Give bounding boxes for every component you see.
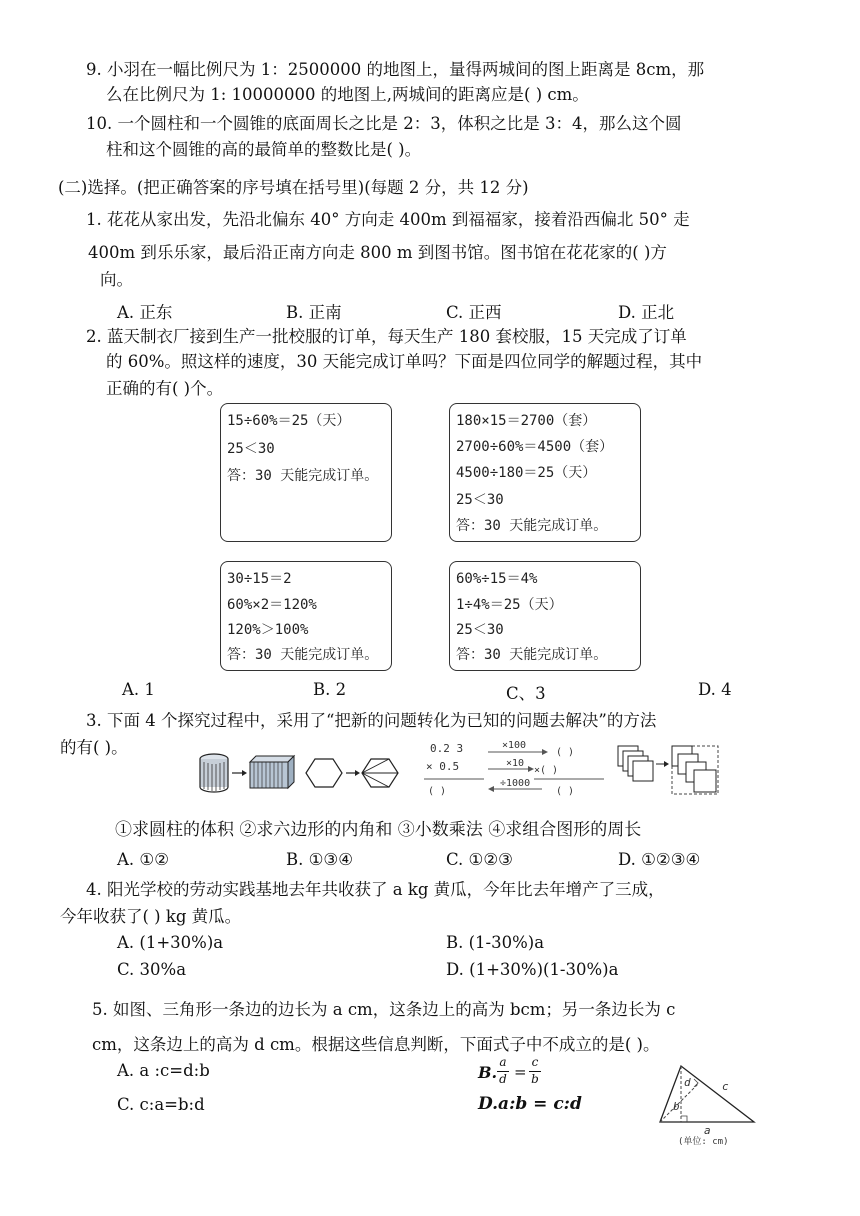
solution-box-3-line: 120%＞100% xyxy=(227,622,309,638)
equals-sign: = xyxy=(514,1063,527,1081)
label-c: c xyxy=(722,1080,729,1093)
solution-box-1-line: 25＜30 xyxy=(227,441,275,457)
question-2-option-d: D. 4 xyxy=(698,680,732,699)
result-paren-2: ×( ) xyxy=(534,765,559,776)
fraction-numerator-a: a xyxy=(499,1055,507,1069)
question-1-line-1: 1. 花花从家出发，先沿北偏东 40° 方向走 400m 到福福家，接着沿西偏北 50° 走 xyxy=(86,210,690,229)
question-10-line-2: 柱和这个圆锥的高的最简单的整数比是( )。 xyxy=(106,140,422,159)
times-10-label: ×10 xyxy=(506,758,525,769)
question-3-option-c: C. ①②③ xyxy=(446,850,513,869)
question-2-line-1: 2. 蓝天制衣厂接到生产一批校服的订单，每天生产 180 套校服，15 天完成了订单 xyxy=(86,327,687,346)
question-4-line-2: 今年收获了( ) kg 黄瓜。 xyxy=(60,907,242,926)
solution-box-4-line: 60%÷15＝4% xyxy=(456,571,538,587)
divide-1000-label: ÷1000 xyxy=(500,778,531,789)
fraction-denominator-b: b xyxy=(531,1072,539,1086)
solution-box-1 xyxy=(220,403,392,542)
question-4-line-1: 4. 阳光学校的劳动实践基地去年共收获了 a kg 黄瓜，今年比去年增产了三成， xyxy=(86,880,665,899)
question-2-line-2: 的 60%。照这样的速度，30 天能完成订单吗？下面是四位同学的解题过程，其中 xyxy=(106,352,703,371)
question-1-line-2: 400m 到乐乐家，最后沿正南方向走 800 m 到图书馆。图书馆在花花家的( )方 xyxy=(88,243,667,262)
question-1-option-a: A. 正东 xyxy=(117,303,173,322)
solution-box-2-line: 25＜30 xyxy=(456,492,504,508)
question-2-option-c: C、3 xyxy=(506,684,546,703)
solution-box-3 xyxy=(220,561,392,671)
decimal-row-2: × 0.5 xyxy=(426,760,460,773)
question-5-option-d: D.a:b = c:d xyxy=(478,1094,582,1114)
question-5-option-c: C. c:a=b:d xyxy=(117,1095,205,1114)
question-2-line-3: 正确的有( )个。 xyxy=(106,379,224,398)
solution-box-1-line: 答：30 天能完成订单。 xyxy=(227,468,379,484)
composite-figure-perimeter xyxy=(616,742,726,802)
section-2-header: (二)选择。(把正确答案的序号填在括号里)(每题 2 分，共 12 分) xyxy=(58,178,529,197)
fraction-denominator-d: d xyxy=(499,1072,507,1086)
option-b-prefix: B. xyxy=(478,1063,498,1082)
question-5-line-2: cm，这条边上的高为 d cm。根据这些信息判断，下面式子中不成立的是( )。 xyxy=(92,1035,660,1054)
question-3-option-b: B. ①③④ xyxy=(286,850,353,869)
solution-box-2 xyxy=(449,403,641,542)
question-10-line-1: 10. 一个圆柱和一个圆锥的底面周长之比是 2：3，体积之比是 3：4，那么这个圆 xyxy=(86,114,682,133)
solution-box-3-line: 30÷15＝2 xyxy=(227,571,292,587)
unit-label: (单位: cm) xyxy=(678,1137,729,1146)
label-d: d xyxy=(684,1076,691,1089)
question-2-option-a: A. 1 xyxy=(122,680,155,699)
question-4-option-c: C. 30%a xyxy=(117,960,187,979)
decimal-product-paren: ( ) xyxy=(428,786,447,797)
solution-box-2-line: 180×15＝2700（套） xyxy=(456,413,597,429)
fraction-numerator-c: c xyxy=(531,1055,539,1069)
question-3-captions: ①求圆柱的体积 ②求六边形的内角和 ③小数乘法 ④求组合图形的周长 xyxy=(115,820,642,840)
solution-box-4 xyxy=(449,561,641,671)
question-3-line-1: 3. 下面 4 个探究过程中，采用了“把新的问题转化为已知的问题去解决”的方法 xyxy=(86,711,657,730)
question-4-option-a: A. (1+30%)a xyxy=(117,933,224,952)
solution-box-4-line: 1÷4%＝25（天） xyxy=(456,597,563,613)
question-1-option-d: D. 正北 xyxy=(618,303,675,322)
solution-box-1-line: 15÷60%＝25（天） xyxy=(227,413,351,429)
cylinder-transform-figure xyxy=(198,752,413,794)
question-3-option-d: D. ①②③④ xyxy=(618,850,701,869)
solution-box-2-line: 2700÷60%＝4500（套） xyxy=(456,439,614,455)
question-2-option-b: B. 2 xyxy=(313,680,347,699)
question-1-option-b: B. 正南 xyxy=(286,303,342,322)
result-paren-3: ( ) xyxy=(556,786,575,797)
triangle-figure xyxy=(646,1062,762,1146)
question-3-line-2: 的有( )。 xyxy=(60,738,128,757)
question-9-line-2: 么在比例尺为 1: 10000000 的地图上,两城间的距离应是( ) cm。 xyxy=(106,85,589,104)
question-5-option-a: A. a :c=d:b xyxy=(117,1061,210,1080)
times-100-label: ×100 xyxy=(502,740,527,751)
label-b: b xyxy=(673,1100,680,1113)
solution-box-2-line: 4500÷180＝25（天） xyxy=(456,465,597,481)
decimal-row-1: 0.2 3 xyxy=(430,742,464,755)
solution-box-4-line: 答：30 天能完成订单。 xyxy=(456,647,608,663)
solution-box-2-line: 答：30 天能完成订单。 xyxy=(456,518,608,534)
solution-box-4-line: 25＜30 xyxy=(456,622,504,638)
decimal-multiplication-figure xyxy=(424,738,614,798)
question-4-option-d: D. (1+30%)(1-30%)a xyxy=(446,960,619,979)
question-1-option-c: C. 正西 xyxy=(446,303,502,322)
question-5-line-1: 5. 如图、三角形一条边的边长为 a cm，这条边上的高为 bcm；另一条边长为 c xyxy=(92,1000,676,1019)
question-1-line-3: 向。 xyxy=(100,270,133,289)
question-9-line-1: 9. 小羽在一幅比例尺为 1：2500000 的地图上，量得两城间的图上距离是 8cm，那 xyxy=(86,60,705,79)
question-3-option-a: A. ①② xyxy=(117,850,169,869)
question-4-option-b: B. (1-30%)a xyxy=(446,933,545,952)
solution-box-3-line: 60%×2＝120% xyxy=(227,597,317,613)
solution-box-3-line: 答：30 天能完成订单。 xyxy=(227,647,379,663)
label-a: a xyxy=(704,1124,711,1137)
result-paren-1: ( ) xyxy=(556,747,575,758)
